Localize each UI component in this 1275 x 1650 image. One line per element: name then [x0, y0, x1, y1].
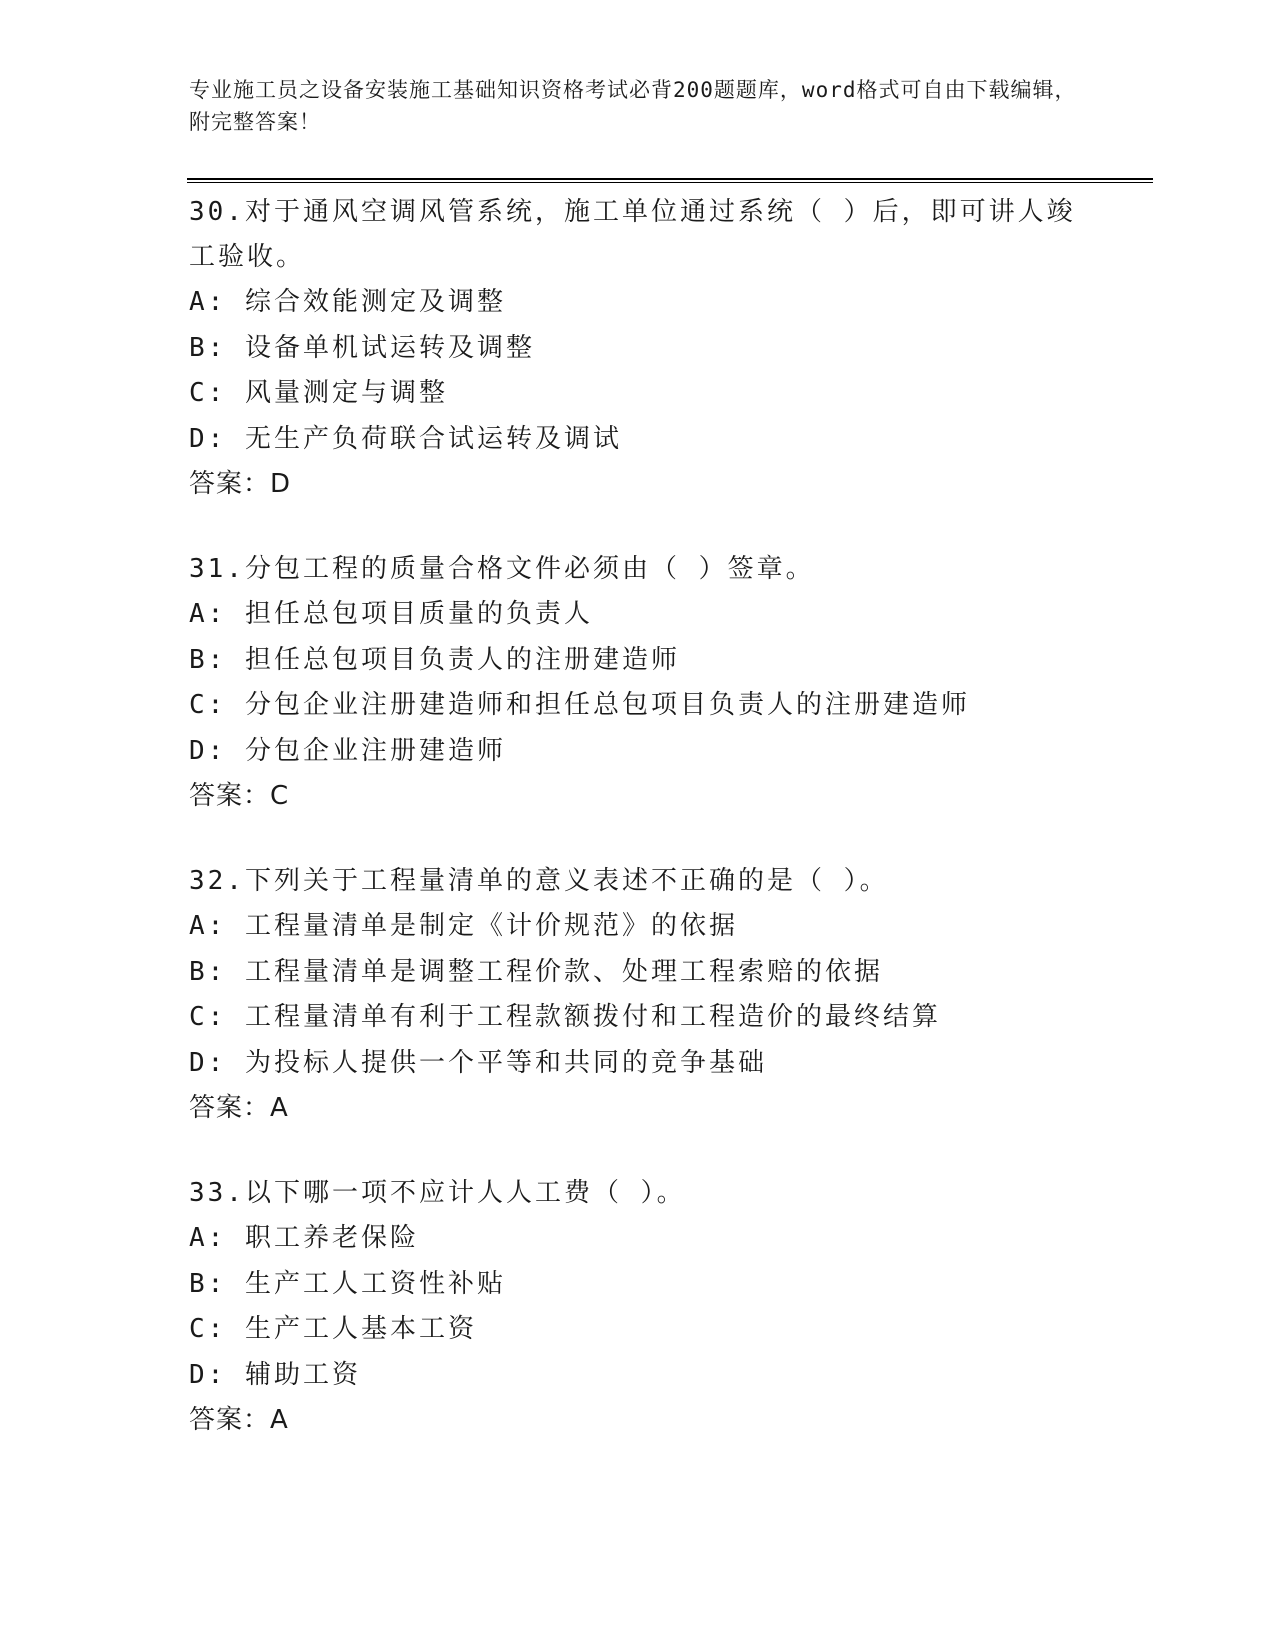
option-d: D: 分包企业注册建造师	[189, 735, 506, 766]
document-header: 专业施工员之设备安装施工基础知识资格考试必背200题题库，word格式可自由下载编辑，附完整答案！	[189, 78, 1077, 134]
question-30	[189, 190, 1089, 506]
option-a: A: 担任总包项目质量的负责人	[189, 599, 593, 629]
option-c: C: 分包企业注册建造师和担任总包项目负责人的注册建造师	[189, 690, 970, 720]
option-b: B: 工程量清单是调整工程价款、处理工程索赔的依据	[189, 956, 883, 987]
question-32	[189, 859, 1089, 1130]
question-text: 32.下列关于工程量清单的意义表述不正确的是（ ）。	[189, 866, 889, 896]
question-list	[189, 190, 1089, 1483]
option-d: D: 为投标人提供一个平等和共同的竞争基础	[189, 1047, 767, 1078]
option-c: C: 工程量清单有利于工程款额拨付和工程造价的最终结算	[189, 1002, 941, 1032]
header-divider	[187, 178, 1153, 183]
question-text: 30.对于通风空调风管系统，施工单位通过系统（ ）后，即可讲人竣工验收。	[189, 197, 1076, 272]
option-b: B: 担任总包项目负责人的注册建造师	[189, 644, 680, 675]
option-d: D: 辅助工资	[189, 1359, 361, 1390]
question-33	[189, 1171, 1089, 1442]
option-a: A: 综合效能测定及调整	[189, 287, 506, 317]
answer-line: 答案：D	[189, 469, 292, 499]
option-b: B: 设备单机试运转及调整	[189, 332, 535, 363]
question-text: 31.分包工程的质量合格文件必须由（ ）签章。	[189, 554, 815, 584]
option-d: D: 无生产负荷联合试运转及调试	[189, 423, 622, 454]
answer-line: 答案：C	[189, 781, 290, 811]
option-a: A: 工程量清单是制定《计价规范》的依据	[189, 911, 738, 941]
question-31	[189, 547, 1089, 818]
question-text: 33.以下哪一项不应计人人工费（ ）。	[189, 1178, 686, 1208]
answer-line: 答案：A	[189, 1093, 289, 1123]
option-c: C: 生产工人基本工资	[189, 1314, 477, 1344]
option-b: B: 生产工人工资性补贴	[189, 1268, 506, 1299]
option-c: C: 风量测定与调整	[189, 378, 448, 408]
answer-line: 答案：A	[189, 1405, 289, 1435]
option-a: A: 职工养老保险	[189, 1223, 419, 1253]
